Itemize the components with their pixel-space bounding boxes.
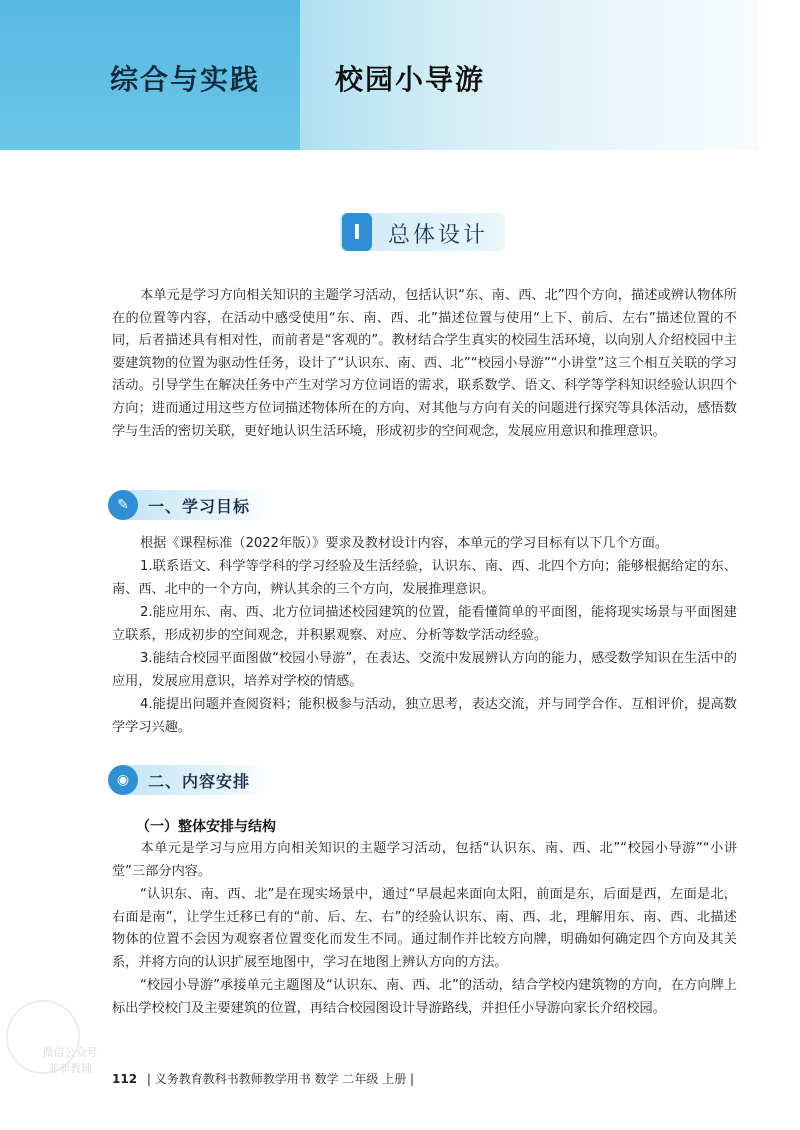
- section-goals-title: 一、学习目标: [148, 497, 251, 516]
- content-para-3: [112, 975, 737, 1020]
- content-subheading: （一）整体安排与结构: [136, 819, 276, 835]
- section-content-title: 二、内容安排: [148, 772, 251, 791]
- goal-item-2: [112, 602, 737, 647]
- magnifier-icon: ◉: [108, 765, 138, 795]
- intro-paragraph-text: 本单元是学习方向相关知识的主题学习活动，包括认识“东、南、西、北”四个方向，描述或辨认物体所在的位置等内容，在活动中感受使用“东、南、西、北”描述位置与使用“上下、前后、左右”描述位置的不同，后者描述具有相对性，而前者是“客观的”。教材结合学生真实的校园生活环境，以向别人介绍校园中主要建筑物的位置为驱动性任务，设计了“认识东、南、西、北”“校园小导游”“小讲堂”这三个相互关联的学习活动。引导学生在解决任务中产生对学习方位词语的需求，联系数学、语文、科学等学科知识经验认识四个方向；进而通过用这些方位词描述物体所在的方向、对其他与方向有关的问题进行探究等具体活动，感悟数学与生活的密切关联，更好地认识生活环境，形成初步的空间观念，发展应用意识和推理意识。: [112, 288, 737, 439]
- goal-item-1-text: 1.联系语文、科学等学科的学习经验及生活经验，认识东、南、西、北四个方向；能够根据给定的东、南、西、北中的一个方向，辨认其余的三个方向，发展推理意识。: [112, 559, 737, 597]
- goal-item-2-text: 2.能应用东、南、西、北方位词描述校园建筑的位置，能看懂简单的平面图，能将现实场景与平面图建立联系，形成初步的空间观念，并积累观察、对应、分析等数学活动经验。: [112, 605, 737, 643]
- watermark-line-2: 菲菲教辅: [48, 1062, 92, 1075]
- goals-lead: [112, 533, 737, 556]
- page-footer: [112, 1070, 414, 1087]
- overall-design-title: 总体设计: [388, 223, 489, 248]
- goals-lead-text: 根据《课程标准（2022年版）》要求及教材设计内容，本单元的学习目标有以下几个方面。: [140, 536, 669, 551]
- content-para-2-text: “认识东、南、西、北”是在现实场景中，通过“早晨起来面向太阳，前面是东，后面是西，左面是北，右面是南”，让学生迁移已有的“前、后、左、右”的经验认识东、南、西、北，理解用东、南、西、北描述物体的位置不会因为观察者位置变化而发生不同。通过制作并比较方向牌，明确如何确定四个方向及其关系，并将方向的认识扩展至地图中，学习在地图上辨认方向的方法。: [112, 887, 737, 970]
- goal-item-3-text: 3.能结合校园平面图做“校园小导游”，在表达、交流中发展辨认方向的能力，感受数学知识在生活中的应用，发展应用意识，培养对学校的情感。: [112, 651, 737, 689]
- overall-design-mark: I: [342, 213, 372, 251]
- content-para-1-text: 本单元是学习与应用方向相关知识的主题学习活动，包括“认识东、南、西、北”“校园小导游”“小讲堂”三部分内容。: [112, 841, 737, 879]
- content-para-1: [112, 838, 737, 883]
- header-right-title: 校园小导游: [335, 63, 486, 96]
- content-para-3-text: “校园小导游”承接单元主题图及“认识东、南、西、北”的活动，结合学校内建筑物的方向，在方向牌上标出学校校门及主要建筑的位置，再结合校园图设计导游路线，并担任小导游向家长介绍校园。: [112, 978, 737, 1016]
- intro-paragraph: [112, 285, 737, 443]
- page-number: 112: [112, 1072, 138, 1086]
- goal-item-1: [112, 556, 737, 601]
- watermark-line-1: 微信公众号: [42, 1046, 98, 1059]
- pen-icon: ✎: [108, 490, 138, 520]
- book-title: | 义务教育教科书教师教学用书 数学 二年级 上册 |: [146, 1072, 415, 1086]
- content-para-2: [112, 884, 737, 974]
- watermark: [25, 1045, 115, 1105]
- header-left-title: 综合与实践: [110, 63, 261, 96]
- goal-item-4-text: 4.能提出问题并查阅资料；能积极参与活动，独立思考，表达交流，并与同学合作、互相评价，提高数学学习兴趣。: [112, 697, 737, 735]
- goal-item-3: [112, 648, 737, 693]
- goal-item-4: [112, 694, 737, 739]
